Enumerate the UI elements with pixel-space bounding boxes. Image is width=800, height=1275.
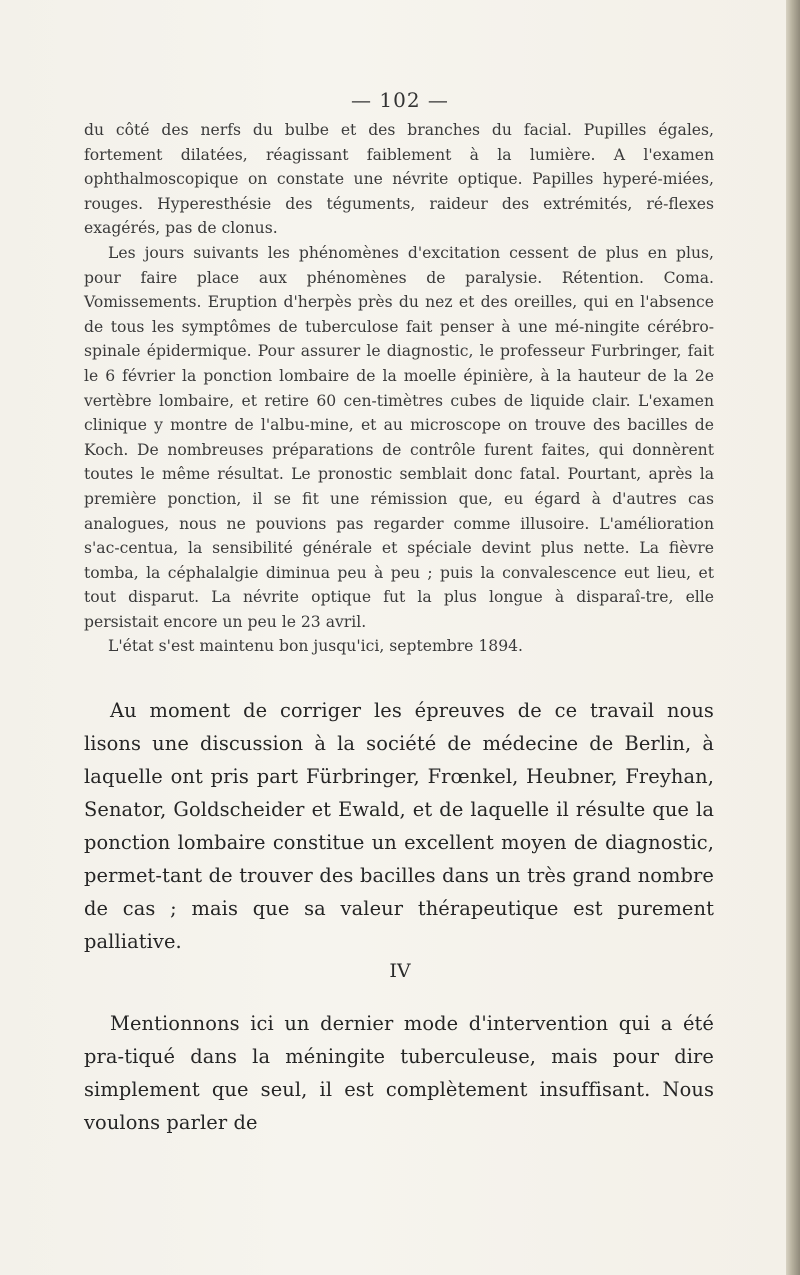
section-heading: IV [389, 960, 411, 982]
paragraph-following-days: Les jours suivants les phénomènes d'excitation cessent de plus en plus, pour faire place aux phénomènes de paralysie. Rétention. Coma. Vomissements. Eruption d'herpès près du nez et des oreilles, qui en l'absence de tous les symptômes de tuberculose fait penser à une mé-ningite cérébro-spinale épidermique. Pour assurer le diagnostic, le professeur Furbringer, fait le 6 février la ponction lombaire de la moelle épinière, à la hauteur de la 2e vertèbre lombaire, et retire 60 cen-timètres cubes de liquide clair. L'examen clinique y montre de l'albu-mine, et au microscope on trouve des bacilles de Koch. De nombreuses préparations de contrôle furent faites, qui donnèrent toutes le même résultat. Le pronostic semblait donc fatal. Pourtant, après la première ponction, il se fit une rémission que, eu égard à d'autres cas analogues, nous ne pouvions pas regarder comme illusoire. L'amélioration s'ac-centua, la sensibilité générale et spéciale devint plus nette. La fièvre tomba, la céphalalgie diminua peu à peu ; puis la convalescence eut lieu, et tout disparut. La névrite optique fut la plus longue à disparaî-tre, elle persistait encore un peu le 23 avril. [84, 243, 714, 631]
paragraph-state: L'état s'est maintenu bon jusqu'ici, septembre 1894. [108, 637, 523, 656]
page-binding-edge [786, 0, 800, 1275]
paragraph-berlin-discussion: Au moment de corriger les épreuves de ce travail nous lisons une discussion à la société de médecine de Berlin, à laquelle ont pris part Fürbringer, Frœnkel, Heubner, Freyhan, Senator, Goldscheider et Ewald, et de laquelle il résulte que la ponction lombaire constitue un excellent moyen de diagnostic, permet-tant de trouver des bacilles dans un très grand nombre de cas ; mais que sa valeur thérapeutique est purement palliative. [84, 699, 714, 953]
section-iv-text [84, 1007, 714, 1139]
paragraph-section-iv: Mentionnons ici un dernier mode d'intervention qui a été pra-tiqué dans la méningite tuberculeuse, mais pour dire simplement que seul, il est complètement insuffisant. Nous voulons parler de [84, 1012, 714, 1134]
case-report-text [84, 118, 714, 659]
paragraph-continuation: du côté des nerfs du bulbe et des branches du facial. Pupilles égales, fortement dilatées, réagissant faiblement à la lumière. A l'examen ophthalmoscopique on constate une névrite optique. Papilles hyperé-miées, rouges. Hyperesthésie des téguments, raideur des extrémités, ré-flexes exagérés, pas de clonus. [84, 121, 714, 238]
page-number: — 102 — [351, 88, 449, 112]
berlin-discussion-text [84, 694, 714, 958]
